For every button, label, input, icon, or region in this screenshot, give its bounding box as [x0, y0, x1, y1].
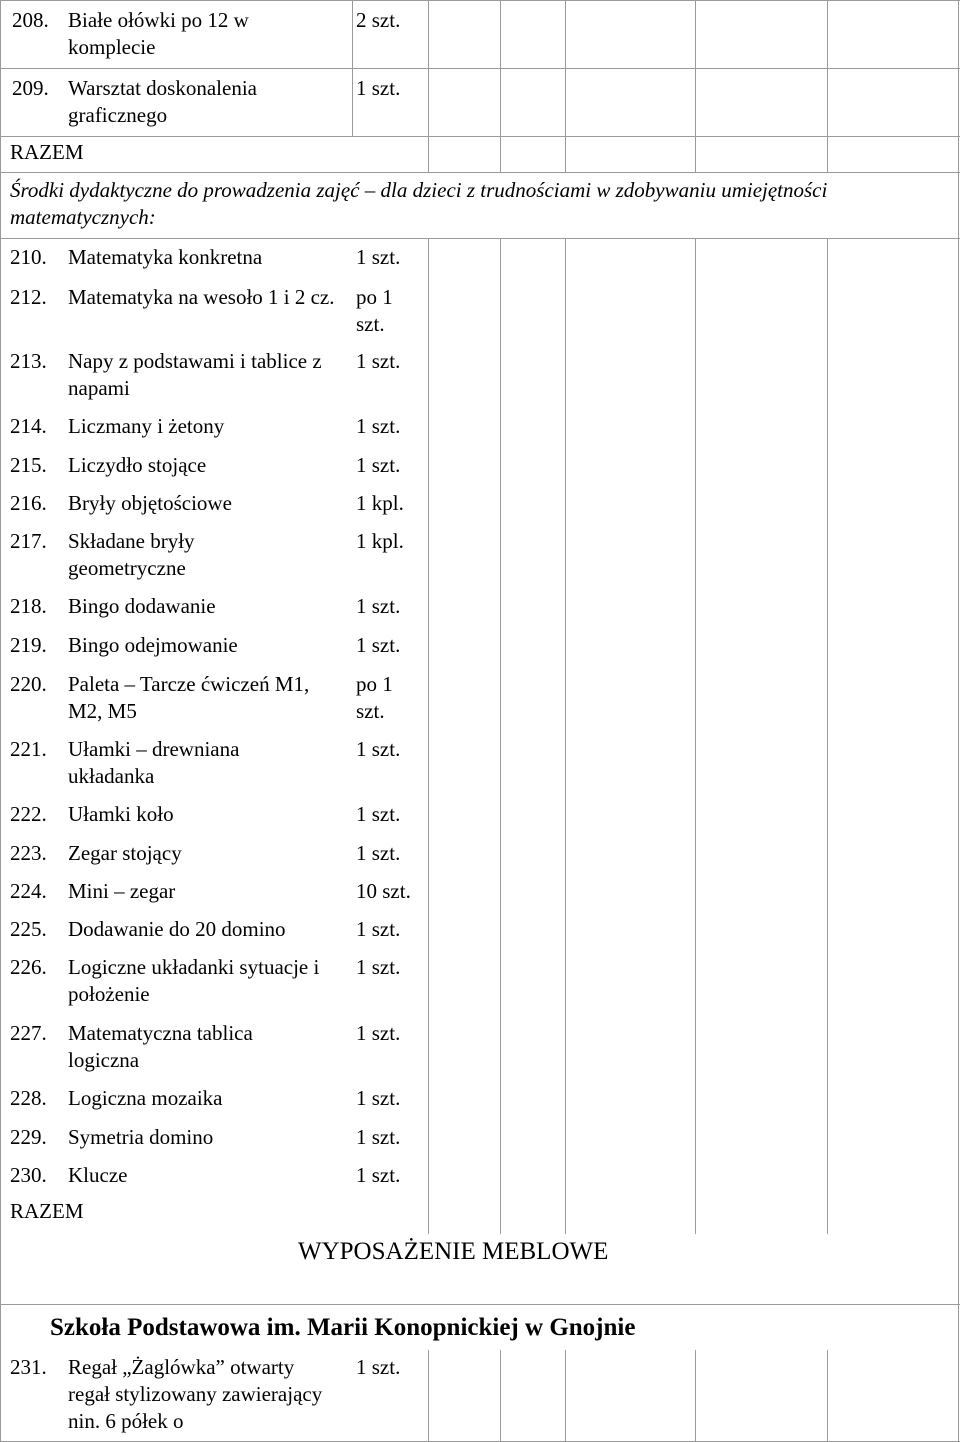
- grid-line: [0, 238, 960, 239]
- item-name: Mini – zegar: [68, 879, 176, 903]
- item-name: Bingo odejmowanie: [68, 633, 238, 657]
- table-row: [0, 450, 960, 486]
- table-row: [0, 526, 960, 588]
- table-row: [0, 876, 960, 912]
- table-row: [0, 242, 960, 278]
- grid-line: [352, 0, 353, 136]
- item-name: Liczmany i żetony: [68, 414, 225, 438]
- grid-line: [565, 1350, 566, 1442]
- item-name: Białe ołówki po 12 w komplecie: [68, 8, 249, 59]
- item-name: Klucze: [68, 1163, 128, 1187]
- table-row: [0, 1160, 960, 1196]
- item-quantity: 1 szt.: [356, 1163, 401, 1187]
- item-name: Bingo dodawanie: [68, 594, 216, 618]
- item-quantity: 10 szt.: [356, 879, 411, 903]
- item-number: 214.: [10, 414, 47, 438]
- item-quantity: 1 szt.: [356, 633, 401, 657]
- grid-line: [0, 136, 960, 137]
- item-name: Napy z podstawami i tablice z napami: [68, 349, 322, 400]
- table-row: [0, 1018, 960, 1080]
- grid-line: [0, 1304, 960, 1305]
- grid-line: [428, 0, 429, 172]
- item-quantity: 1 kpl.: [356, 491, 404, 515]
- item-quantity: 1 szt.: [356, 594, 401, 618]
- item-name: Symetria domino: [68, 1125, 214, 1149]
- table-row: [0, 488, 960, 524]
- section-heading: WYPOSAŻENIE MEBLOWE: [298, 1238, 609, 1265]
- grid-line: [428, 238, 429, 1234]
- item-number: 210.: [10, 245, 47, 269]
- item-name: Zegar stojący: [68, 841, 182, 865]
- item-quantity: po 1 szt.: [356, 285, 393, 336]
- item-number: 222.: [10, 802, 47, 826]
- table-row: [0, 669, 960, 731]
- item-name: Matematyka na wesoło 1 i 2 cz.: [68, 285, 335, 309]
- grid-line: [500, 0, 501, 172]
- item-quantity: 1 szt.: [356, 245, 401, 269]
- item-name: Matematyka konkretna: [68, 245, 263, 269]
- school-heading: Szkoła Podstawowa im. Marii Konopnickiej w Gnojnie: [50, 1314, 636, 1341]
- total-row: [0, 1196, 960, 1232]
- table-row: [0, 72, 960, 136]
- total-row: [0, 136, 960, 172]
- grid-line: [695, 1350, 696, 1442]
- item-number: 213.: [10, 349, 47, 373]
- item-quantity: 1 kpl.: [356, 529, 404, 553]
- item-name: Regał „Żaglówka” otwarty regał stylizowany zawierający nin. 6 półek o: [68, 1355, 323, 1433]
- item-number: 216.: [10, 491, 47, 515]
- item-number: 218.: [10, 594, 47, 618]
- grid-line: [500, 238, 501, 1234]
- item-quantity: 1 szt.: [356, 349, 401, 373]
- item-name: Matematyczna tablica logiczna: [68, 1021, 253, 1072]
- item-name: Bryły objętościowe: [68, 491, 232, 515]
- item-quantity: 1 szt.: [356, 917, 401, 941]
- item-quantity: 1 szt.: [356, 841, 401, 865]
- table-row: [0, 734, 960, 796]
- grid-line: [0, 172, 960, 173]
- table-row: [0, 411, 960, 447]
- item-quantity: 1 szt.: [356, 737, 401, 761]
- item-number: 227.: [10, 1021, 47, 1045]
- item-number: 229.: [10, 1125, 47, 1149]
- category-heading-row: [0, 174, 960, 238]
- grid-line: [827, 1350, 828, 1442]
- table-row: [0, 630, 960, 666]
- item-quantity: 1 szt.: [356, 1355, 401, 1379]
- item-number: 221.: [10, 737, 47, 761]
- table-row: [0, 1083, 960, 1119]
- total-label: RAZEM: [10, 140, 84, 164]
- item-quantity: 1 szt.: [356, 76, 401, 100]
- grid-line: [0, 0, 960, 1]
- table-row: [0, 346, 960, 408]
- item-name: Ułamki – drewniana układanka: [68, 737, 240, 788]
- item-quantity: 1 szt.: [356, 453, 401, 477]
- item-number: 223.: [10, 841, 47, 865]
- item-number: 225.: [10, 917, 47, 941]
- item-name: Paleta – Tarcze ćwiczeń M1, M2, M5: [68, 672, 310, 723]
- item-name: Składane bryły geometryczne: [68, 529, 195, 580]
- item-number: 230.: [10, 1163, 47, 1187]
- item-number: 215.: [10, 453, 47, 477]
- grid-line: [565, 0, 566, 172]
- table-row: [0, 952, 960, 1014]
- item-quantity: 1 szt.: [356, 414, 401, 438]
- table-row: [0, 838, 960, 874]
- item-quantity: 1 szt.: [356, 1086, 401, 1110]
- item-name: Ułamki koło: [68, 802, 174, 826]
- table-row: [0, 282, 960, 344]
- item-quantity: 1 szt.: [356, 1125, 401, 1149]
- grid-line: [0, 68, 960, 69]
- item-number: 209.: [12, 76, 49, 100]
- item-number: 208.: [12, 8, 49, 32]
- item-number: 212.: [10, 285, 47, 309]
- table-row: [0, 914, 960, 950]
- item-number: 228.: [10, 1086, 47, 1110]
- item-name: Logiczne układanki sytuacje i położenie: [68, 955, 320, 1006]
- section-heading-row: [0, 1234, 960, 1304]
- item-name: Liczydło stojące: [68, 453, 207, 477]
- item-quantity: po 1 szt.: [356, 672, 393, 723]
- item-quantity: 2 szt.: [356, 8, 401, 32]
- table-row: [0, 1352, 960, 1442]
- table-row: [0, 3, 960, 67]
- item-quantity: 1 szt.: [356, 1021, 401, 1045]
- grid-line: [827, 0, 828, 172]
- item-number: 226.: [10, 955, 47, 979]
- grid-line: [500, 1350, 501, 1442]
- item-number: 224.: [10, 879, 47, 903]
- item-quantity: 1 szt.: [356, 955, 401, 979]
- grid-line: [428, 1350, 429, 1442]
- table-row: [0, 591, 960, 627]
- table-row: [0, 799, 960, 835]
- grid-line: [565, 238, 566, 1234]
- grid-line: [958, 0, 959, 1442]
- item-name: Logiczna mozaika: [68, 1086, 223, 1110]
- table-row: [0, 1122, 960, 1158]
- item-name: Warsztat doskonalenia graficznego: [68, 76, 257, 127]
- grid-line: [695, 238, 696, 1234]
- grid-line: [0, 0, 1, 1442]
- item-quantity: 1 szt.: [356, 802, 401, 826]
- category-heading: Środki dydaktyczne do prowadzenia zajęć – dla dzieci z trudnościami w zdobywaniu umiejętności matematycznych:: [10, 178, 828, 229]
- grid-line: [827, 238, 828, 1234]
- item-number: 231.: [10, 1355, 47, 1379]
- grid-line: [695, 0, 696, 172]
- item-number: 220.: [10, 672, 47, 696]
- school-heading-row: [0, 1306, 960, 1350]
- item-number: 219.: [10, 633, 47, 657]
- item-number: 217.: [10, 529, 47, 553]
- item-name: Dodawanie do 20 domino: [68, 917, 286, 941]
- total-label: RAZEM: [10, 1199, 84, 1223]
